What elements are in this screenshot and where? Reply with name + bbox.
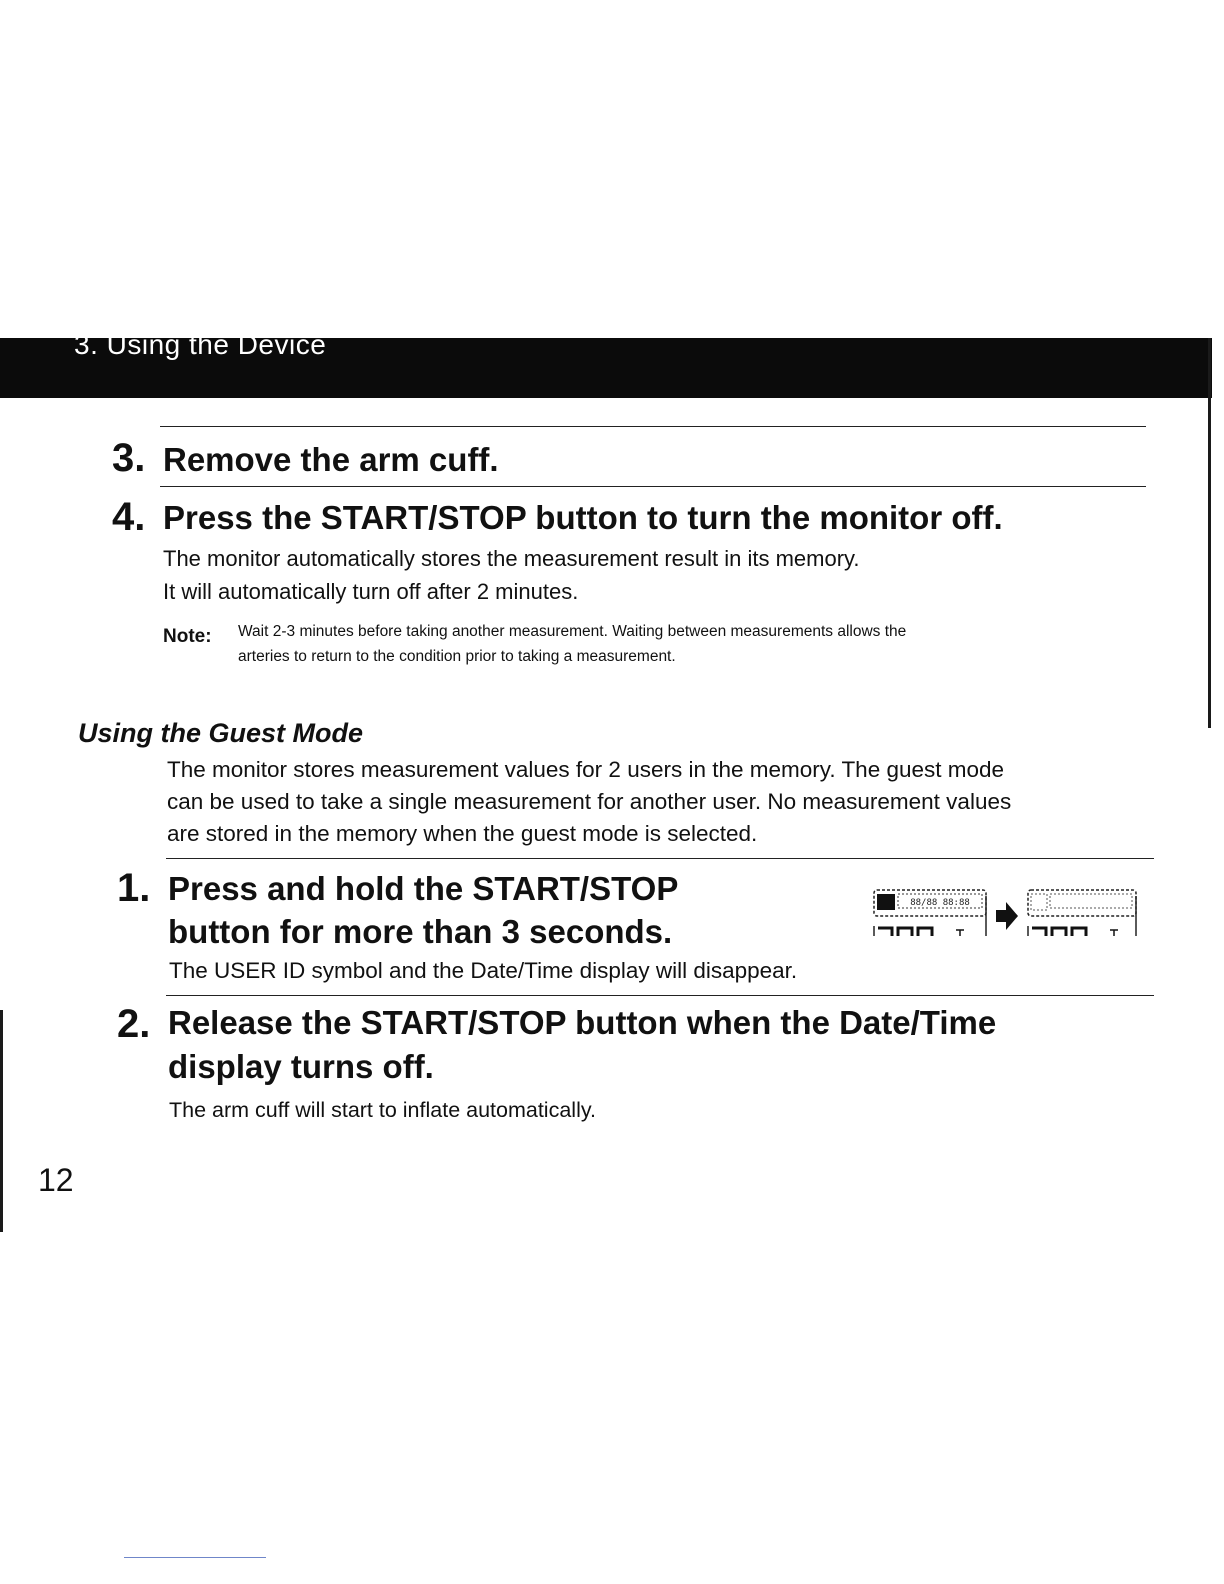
lcd-before bbox=[874, 890, 986, 936]
page-edge-left bbox=[0, 1010, 3, 1232]
step-description-line: The monitor automatically stores the measurement result in its memory. bbox=[163, 546, 860, 571]
note-text-line: arteries to return to the condition prior to taking a measurement. bbox=[238, 648, 676, 665]
bottom-rule bbox=[124, 1557, 266, 1558]
divider bbox=[160, 426, 1146, 427]
note-text-line: Wait 2-3 minutes before taking another measurement. Waiting between measurements allows the bbox=[238, 623, 907, 640]
divider bbox=[166, 858, 1154, 859]
section-heading: Using the Guest Mode bbox=[78, 718, 364, 748]
divider bbox=[166, 995, 1154, 996]
intro-line: can be used to take a single measurement for another user. No measurement values bbox=[167, 789, 1012, 814]
step-title: Remove the arm cuff. bbox=[163, 441, 499, 478]
step-description: The arm cuff will start to inflate automatically. bbox=[169, 1098, 596, 1122]
step-title: Press the START/STOP button to turn the monitor off. bbox=[163, 499, 1003, 536]
page-number: 12 bbox=[38, 1162, 74, 1198]
step-title-line: Release the START/STOP button when the Date/Time bbox=[168, 1004, 997, 1041]
intro-line: The monitor stores measurement values for 2 users in the memory. The guest mode bbox=[167, 757, 1005, 782]
step-number: 1. bbox=[117, 866, 151, 910]
step-title-line: Press and hold the START/STOP bbox=[168, 870, 679, 907]
step-number: 3. bbox=[112, 436, 146, 480]
lcd-datetime: 88/88 88:88 bbox=[910, 898, 970, 908]
lcd-display-illustration bbox=[870, 886, 1140, 938]
step-number: 2. bbox=[117, 1002, 151, 1046]
step-number: 4. bbox=[112, 495, 146, 539]
intro-line: are stored in the memory when the guest mode is selected. bbox=[167, 821, 758, 846]
step-title-line: display turns off. bbox=[168, 1048, 434, 1085]
divider bbox=[160, 486, 1146, 487]
step-title-line: button for more than 3 seconds. bbox=[168, 913, 673, 950]
note-label: Note: bbox=[163, 626, 212, 647]
lcd-after bbox=[1028, 890, 1136, 936]
user-id-icon bbox=[877, 894, 895, 910]
step-description: The USER ID symbol and the Date/Time display will disappear. bbox=[169, 958, 798, 983]
step-description-line: It will automatically turn off after 2 minutes. bbox=[163, 579, 579, 604]
section-title: 3. Using the Device bbox=[74, 329, 327, 360]
page-edge-right bbox=[1208, 338, 1211, 728]
right-arrow-icon bbox=[996, 902, 1018, 930]
